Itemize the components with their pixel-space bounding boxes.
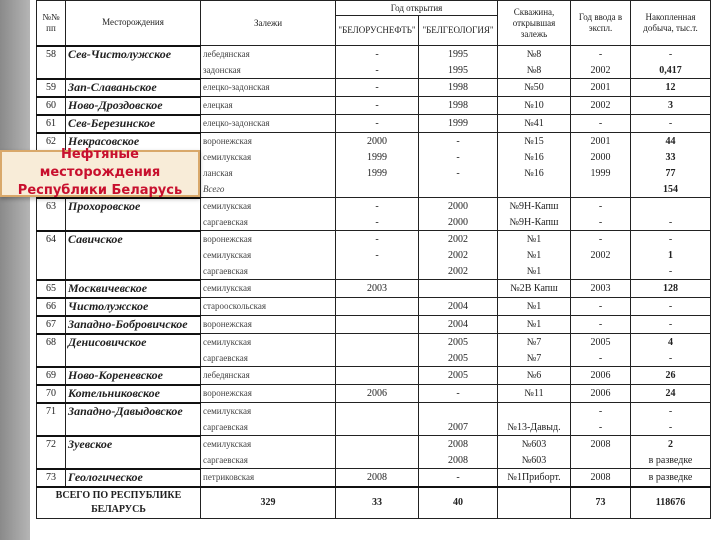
cell-year: - — [571, 198, 631, 215]
cell-horizon: семилукская — [201, 280, 336, 298]
cell-belgeo: - — [419, 469, 498, 487]
field-number: 69 — [37, 367, 66, 385]
field-name: Западно-Бобровичское — [66, 316, 201, 334]
cell-year: 2008 — [571, 436, 631, 453]
cell-belgeo: 2002 — [419, 247, 498, 263]
table-row — [37, 436, 711, 453]
cell-belgeo: 2002 — [419, 231, 498, 248]
cell-belorusneft: - — [336, 97, 419, 115]
cell-year: 2005 — [571, 334, 631, 351]
cell-accum: 154 — [631, 181, 711, 198]
total-belgeo: 40 — [419, 487, 498, 519]
field-name: Савичское — [66, 231, 201, 280]
cell-belgeo: 2000 — [419, 214, 498, 231]
table-row — [37, 298, 711, 316]
cell-year — [571, 452, 631, 469]
cell-well: №9Н-Капш — [498, 214, 571, 231]
table-row — [37, 115, 711, 133]
cell-accum: 26 — [631, 367, 711, 385]
cell-accum: 4 — [631, 334, 711, 351]
cell-horizon: воронежская — [201, 133, 336, 150]
slide-title-label — [0, 147, 200, 199]
table-row — [37, 280, 711, 298]
cell-horizon: ланская — [201, 165, 336, 181]
header-horizon: Залежи — [201, 1, 336, 46]
cell-accum: - — [631, 419, 711, 436]
cell-belgeo: 1995 — [419, 62, 498, 79]
cell-belorusneft — [336, 419, 419, 436]
cell-accum: - — [631, 46, 711, 63]
cell-year: - — [571, 231, 631, 248]
field-number: 71 — [37, 403, 66, 436]
cell-belgeo: 1999 — [419, 115, 498, 133]
cell-belorusneft: 2000 — [336, 133, 419, 150]
field-name: Ново-Кореневское — [66, 367, 201, 385]
cell-well: №603 — [498, 452, 571, 469]
header-field: Месторождения — [66, 1, 201, 46]
cell-well — [498, 181, 571, 198]
field-name: Прохоровское — [66, 198, 201, 231]
cell-well: №41 — [498, 115, 571, 133]
header-accum: Накопленная добыча, тыс.т. — [631, 1, 711, 46]
cell-belorusneft: - — [336, 247, 419, 263]
cell-belorusneft: 2006 — [336, 385, 419, 403]
cell-well: №6 — [498, 367, 571, 385]
cell-year: - — [571, 316, 631, 334]
field-number: 62 — [37, 133, 66, 198]
cell-belgeo: 2005 — [419, 334, 498, 351]
cell-year: 1999 — [571, 165, 631, 181]
cell-well: №1Приборт. — [498, 469, 571, 487]
cell-accum: - — [631, 316, 711, 334]
table-row — [37, 385, 711, 403]
cell-horizon: Всего — [201, 181, 336, 198]
total-belorusneft: 33 — [336, 487, 419, 519]
cell-belorusneft: 1999 — [336, 149, 419, 165]
cell-accum: 1 — [631, 247, 711, 263]
cell-well: №16 — [498, 149, 571, 165]
cell-well: №15 — [498, 133, 571, 150]
table-row — [37, 469, 711, 487]
cell-year — [571, 263, 631, 280]
cell-belorusneft — [336, 263, 419, 280]
field-name: Некрасовское — [66, 133, 201, 198]
total-accum: 118676 — [631, 487, 711, 519]
total-year: 73 — [571, 487, 631, 519]
cell-horizon: елецко-задонская — [201, 115, 336, 133]
cell-well: №1 — [498, 263, 571, 280]
field-name: Западно-Давыдовское — [66, 403, 201, 436]
field-name: Москвичевское — [66, 280, 201, 298]
cell-accum: 44 — [631, 133, 711, 150]
cell-horizon: воронежская — [201, 316, 336, 334]
cell-belgeo: - — [419, 133, 498, 150]
cell-belorusneft: - — [336, 231, 419, 248]
field-name: Зап-Славаньское — [66, 79, 201, 97]
cell-horizon: петриковская — [201, 469, 336, 487]
cell-well: №10 — [498, 97, 571, 115]
header-discovery: Год открытия — [336, 1, 498, 16]
cell-well: №1 — [498, 247, 571, 263]
cell-well: №7 — [498, 350, 571, 367]
cell-belorusneft: - — [336, 46, 419, 63]
total-row — [37, 487, 711, 519]
cell-belgeo: 2004 — [419, 316, 498, 334]
cell-belorusneft: 2008 — [336, 469, 419, 487]
field-number: 65 — [37, 280, 66, 298]
field-number: 61 — [37, 115, 66, 133]
cell-belgeo: 1998 — [419, 79, 498, 97]
table-row — [37, 316, 711, 334]
field-name: Геологическое — [66, 469, 201, 487]
table-row — [37, 231, 711, 248]
total-label: ВСЕГО ПО РЕСПУБЛИКЕ БЕЛАРУСЬ — [37, 487, 201, 519]
cell-well: №16 — [498, 165, 571, 181]
cell-belorusneft: - — [336, 214, 419, 231]
cell-belgeo — [419, 280, 498, 298]
cell-belgeo — [419, 403, 498, 420]
cell-well: №8 — [498, 62, 571, 79]
cell-belgeo: 2008 — [419, 436, 498, 453]
cell-well: №1 — [498, 316, 571, 334]
field-number: 72 — [37, 436, 66, 469]
field-number: 60 — [37, 97, 66, 115]
cell-belorusneft: - — [336, 115, 419, 133]
cell-year: 2006 — [571, 367, 631, 385]
cell-accum: - — [631, 350, 711, 367]
cell-well: №9Н-Капш — [498, 198, 571, 215]
field-name: Чистолужское — [66, 298, 201, 316]
cell-year: - — [571, 46, 631, 63]
cell-belorusneft — [336, 316, 419, 334]
cell-horizon: елецкая — [201, 97, 336, 115]
cell-year: 2006 — [571, 385, 631, 403]
cell-horizon: саргаевская — [201, 214, 336, 231]
cell-horizon: саргаевская — [201, 419, 336, 436]
field-number: 63 — [37, 198, 66, 231]
cell-horizon: семилукская — [201, 198, 336, 215]
table-row — [37, 334, 711, 351]
cell-belgeo: 2000 — [419, 198, 498, 215]
cell-well: №1 — [498, 231, 571, 248]
field-number: 58 — [37, 46, 66, 79]
cell-accum: 2 — [631, 436, 711, 453]
cell-year: - — [571, 298, 631, 316]
total-horizons: 329 — [201, 487, 336, 519]
title-line-2: Республики Беларусь — [17, 183, 183, 199]
cell-horizon: воронежская — [201, 231, 336, 248]
field-name: Денисовичское — [66, 334, 201, 367]
cell-year — [571, 181, 631, 198]
cell-belorusneft — [336, 436, 419, 453]
header-num: №№ пп — [37, 1, 66, 46]
cell-accum: - — [631, 263, 711, 280]
cell-belorusneft — [336, 334, 419, 351]
cell-horizon: саргаевская — [201, 350, 336, 367]
field-number: 70 — [37, 385, 66, 403]
cell-accum: - — [631, 298, 711, 316]
cell-accum: 3 — [631, 97, 711, 115]
cell-accum: в разведке — [631, 452, 711, 469]
cell-well: №2В Капш — [498, 280, 571, 298]
cell-belorusneft — [336, 452, 419, 469]
cell-horizon: воронежская — [201, 385, 336, 403]
title-line-1: Нефтяные месторождения — [39, 147, 161, 181]
cell-horizon: лебедянская — [201, 367, 336, 385]
field-name: Котельниковское — [66, 385, 201, 403]
header-belorusneft: "БЕЛОРУСНЕФТЬ" — [336, 16, 419, 46]
cell-year: 2008 — [571, 469, 631, 487]
cell-horizon: задонская — [201, 62, 336, 79]
cell-horizon: саргаевская — [201, 452, 336, 469]
cell-horizon: семилукская — [201, 334, 336, 351]
cell-year: - — [571, 115, 631, 133]
cell-accum: 0,417 — [631, 62, 711, 79]
cell-year: - — [571, 403, 631, 420]
cell-horizon: семилукская — [201, 403, 336, 420]
cell-well: №7 — [498, 334, 571, 351]
cell-year: - — [571, 350, 631, 367]
cell-belgeo: 2004 — [419, 298, 498, 316]
cell-year: 2000 — [571, 149, 631, 165]
cell-belgeo: - — [419, 165, 498, 181]
field-name: Сев-Березинское — [66, 115, 201, 133]
cell-year: 2001 — [571, 133, 631, 150]
cell-year: - — [571, 214, 631, 231]
cell-accum: - — [631, 115, 711, 133]
cell-accum: в разведке — [631, 469, 711, 487]
field-number: 66 — [37, 298, 66, 316]
cell-accum: 77 — [631, 165, 711, 181]
cell-accum — [631, 198, 711, 215]
cell-year: 2003 — [571, 280, 631, 298]
table-row — [37, 367, 711, 385]
cell-accum: - — [631, 403, 711, 420]
cell-horizon: семилукская — [201, 149, 336, 165]
cell-belorusneft — [336, 181, 419, 198]
table-row — [37, 403, 711, 420]
slide-border — [0, 0, 30, 540]
table-row — [37, 97, 711, 115]
cell-belorusneft: - — [336, 79, 419, 97]
cell-belorusneft — [336, 350, 419, 367]
cell-well: №50 — [498, 79, 571, 97]
cell-belgeo: 1995 — [419, 46, 498, 63]
cell-belgeo — [419, 181, 498, 198]
field-number: 64 — [37, 231, 66, 280]
cell-accum: 24 — [631, 385, 711, 403]
cell-well: №8 — [498, 46, 571, 63]
field-number: 67 — [37, 316, 66, 334]
field-number: 73 — [37, 469, 66, 487]
cell-well: №603 — [498, 436, 571, 453]
cell-year: 2002 — [571, 247, 631, 263]
cell-accum: 128 — [631, 280, 711, 298]
cell-horizon: саргаевская — [201, 263, 336, 280]
cell-belgeo: 2002 — [419, 263, 498, 280]
total-well — [498, 487, 571, 519]
cell-belorusneft — [336, 367, 419, 385]
cell-well — [498, 403, 571, 420]
cell-year: - — [571, 419, 631, 436]
cell-well: №13-Давыд. — [498, 419, 571, 436]
cell-year: 2002 — [571, 62, 631, 79]
cell-belorusneft: 2003 — [336, 280, 419, 298]
cell-well: №1 — [498, 298, 571, 316]
field-number: 59 — [37, 79, 66, 97]
header-year: Год ввода в экспл. — [571, 1, 631, 46]
cell-accum: 33 — [631, 149, 711, 165]
table-row — [37, 79, 711, 97]
field-name: Ново-Дроздовское — [66, 97, 201, 115]
cell-horizon: семилукская — [201, 247, 336, 263]
cell-horizon: старооскольская — [201, 298, 336, 316]
cell-belgeo: - — [419, 385, 498, 403]
field-name: Сев-Чистолужское — [66, 46, 201, 79]
cell-accum: - — [631, 214, 711, 231]
cell-year: 2002 — [571, 97, 631, 115]
cell-belgeo: - — [419, 149, 498, 165]
header-belgeo: "БЕЛГЕОЛОГИЯ" — [419, 16, 498, 46]
cell-belorusneft — [336, 403, 419, 420]
cell-accum: 12 — [631, 79, 711, 97]
cell-belorusneft: - — [336, 62, 419, 79]
cell-belorusneft — [336, 298, 419, 316]
header-well: Скважина, открывшая залежь — [498, 1, 571, 46]
table-row — [37, 46, 711, 63]
cell-belgeo: 2008 — [419, 452, 498, 469]
oil-fields-table — [36, 0, 711, 519]
field-number: 68 — [37, 334, 66, 367]
cell-belgeo: 2005 — [419, 367, 498, 385]
cell-belorusneft: - — [336, 198, 419, 215]
cell-year: 2001 — [571, 79, 631, 97]
cell-belorusneft: 1999 — [336, 165, 419, 181]
cell-accum: - — [631, 231, 711, 248]
cell-horizon: лебедянская — [201, 46, 336, 63]
cell-well: №11 — [498, 385, 571, 403]
cell-belgeo: 2005 — [419, 350, 498, 367]
field-name: Зуевское — [66, 436, 201, 469]
cell-horizon: елецко-задонская — [201, 79, 336, 97]
cell-belgeo: 1998 — [419, 97, 498, 115]
cell-belgeo: 2007 — [419, 419, 498, 436]
cell-horizon: семилукская — [201, 436, 336, 453]
